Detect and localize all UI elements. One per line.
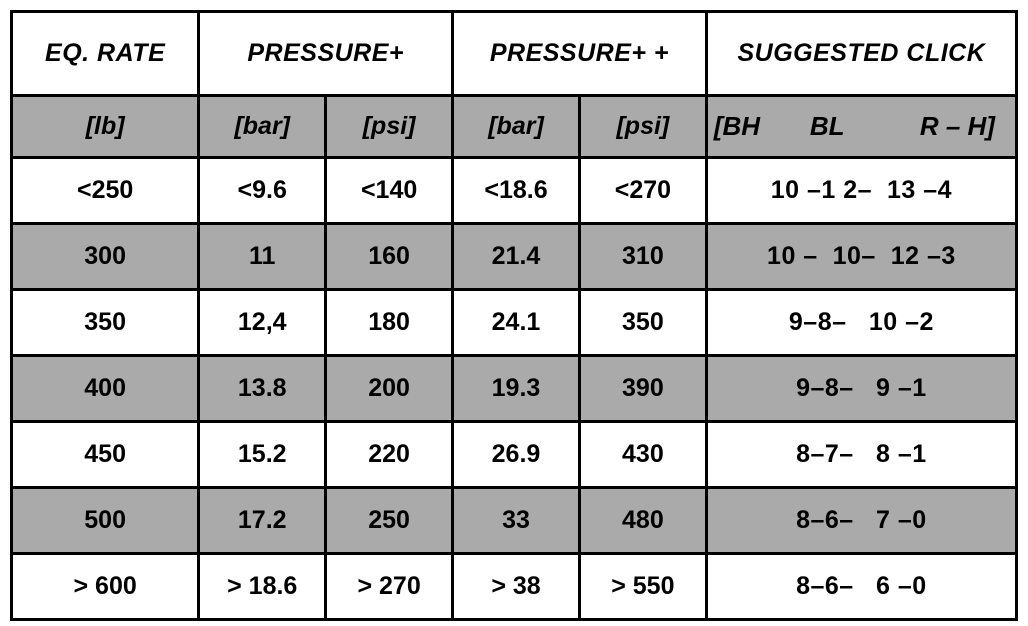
- cell-pressure2-psi: 310: [579, 224, 706, 290]
- group-header-suggested-click: SUGGESTED CLICK: [706, 12, 1016, 96]
- cell-pressure2-bar: > 38: [453, 554, 580, 620]
- unit-header-click-bh: [BH: [713, 111, 761, 141]
- cell-pressure2-bar: 33: [453, 488, 580, 554]
- table-row: [12, 224, 1017, 290]
- table-row: [12, 158, 1017, 224]
- unit-header-click-bl: BL: [809, 111, 845, 141]
- table-row: [12, 422, 1017, 488]
- cell-pressure2-psi: 390: [579, 356, 706, 422]
- table-row: [12, 356, 1017, 422]
- group-header-pressure-2: PRESSURE+ +: [453, 12, 707, 96]
- cell-eq-rate: > 600: [12, 554, 199, 620]
- cell-eq-rate: <250: [12, 158, 199, 224]
- table-row: [12, 554, 1017, 620]
- unit-header-pressure1-bar: [bar]: [199, 96, 326, 158]
- cell-pressure2-bar: <18.6: [453, 158, 580, 224]
- cell-eq-rate: 450: [12, 422, 199, 488]
- unit-header-pressure2-psi: [psi]: [579, 96, 706, 158]
- unit-header-click-rh: R – H]: [919, 111, 995, 141]
- cell-pressure1-bar: 13.8: [199, 356, 326, 422]
- cell-suggested-click: 8–7– 8 –1: [706, 422, 1016, 488]
- cell-pressure1-bar: 12,4: [199, 290, 326, 356]
- cell-pressure1-psi: 200: [326, 356, 453, 422]
- unit-header-suggested-click: [706, 96, 1016, 158]
- table-row: [12, 488, 1017, 554]
- cell-pressure1-psi: 220: [326, 422, 453, 488]
- cell-pressure1-psi: 250: [326, 488, 453, 554]
- cell-pressure2-psi: 480: [579, 488, 706, 554]
- unit-header-pressure1-psi: [psi]: [326, 96, 453, 158]
- cell-pressure1-bar: 15.2: [199, 422, 326, 488]
- table-row: [12, 290, 1017, 356]
- cell-pressure1-bar: 11: [199, 224, 326, 290]
- cell-suggested-click: 8–6– 6 –0: [706, 554, 1016, 620]
- cell-suggested-click: 9–8– 9 –1: [706, 356, 1016, 422]
- table-unit-header-row: [12, 96, 1017, 158]
- cell-pressure1-psi: > 270: [326, 554, 453, 620]
- specification-table: [10, 10, 1018, 621]
- cell-pressure2-bar: 21.4: [453, 224, 580, 290]
- cell-pressure1-bar: <9.6: [199, 158, 326, 224]
- cell-pressure1-bar: > 18.6: [199, 554, 326, 620]
- unit-header-pressure2-bar: [bar]: [453, 96, 580, 158]
- cell-suggested-click: 9–8– 10 –2: [706, 290, 1016, 356]
- cell-eq-rate: 400: [12, 356, 199, 422]
- cell-pressure2-psi: <270: [579, 158, 706, 224]
- cell-pressure2-psi: > 550: [579, 554, 706, 620]
- cell-pressure2-psi: 430: [579, 422, 706, 488]
- group-header-eq-rate: EQ. RATE: [12, 12, 199, 96]
- cell-pressure1-psi: 160: [326, 224, 453, 290]
- table-group-header-row: [12, 12, 1017, 96]
- cell-pressure1-bar: 17.2: [199, 488, 326, 554]
- cell-suggested-click: 10 – 10– 12 –3: [706, 224, 1016, 290]
- cell-pressure1-psi: 180: [326, 290, 453, 356]
- cell-eq-rate: 500: [12, 488, 199, 554]
- unit-header-eq-rate: [lb]: [12, 96, 199, 158]
- cell-pressure2-bar: 24.1: [453, 290, 580, 356]
- cell-pressure2-bar: 26.9: [453, 422, 580, 488]
- cell-eq-rate: 350: [12, 290, 199, 356]
- cell-pressure1-psi: <140: [326, 158, 453, 224]
- cell-suggested-click: 8–6– 7 –0: [706, 488, 1016, 554]
- group-header-pressure-1: PRESSURE+: [199, 12, 453, 96]
- cell-pressure2-psi: 350: [579, 290, 706, 356]
- cell-pressure2-bar: 19.3: [453, 356, 580, 422]
- cell-suggested-click: 10 –1 2– 13 –4: [706, 158, 1016, 224]
- cell-eq-rate: 300: [12, 224, 199, 290]
